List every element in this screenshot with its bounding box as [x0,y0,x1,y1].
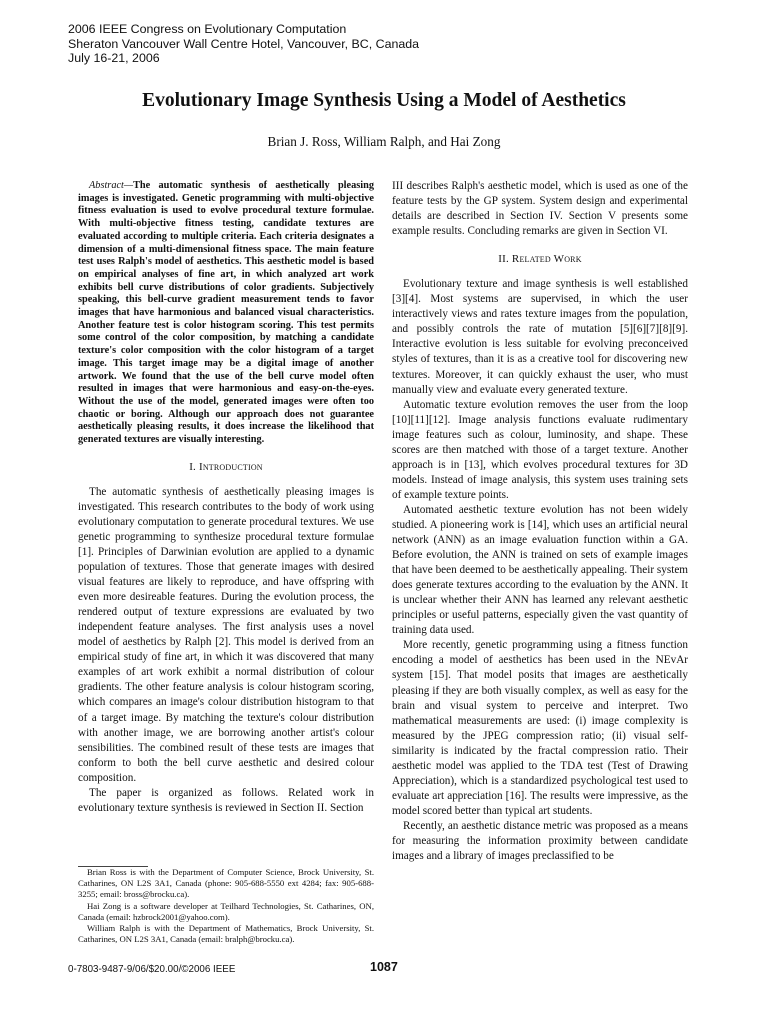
related-paragraph-2: Automatic texture evolution removes the user from the loop [10][11][12]. Image analysis functions evaluate rudimentary image features such as colour, luminosity, and shape. These scores are then matched with those of a target texture. Another approach is in [13], which evolves procedural textures for 3D models. Instead of image analysis, this system uses training sets of example texture points. [392,398,688,501]
author-footnotes [78,866,374,945]
section-heading-introduction: I. Introduction [189,460,263,473]
related-paragraph-5: Recently, an aesthetic distance metric was proposed as a means for measuring the information proximity between candidate images and a library of images preclassified to be [392,819,688,863]
conference-dates: July 16-21, 2006 [68,51,160,66]
related-paragraph-1: Evolutionary texture and image synthesis is well established [3][4]. Most systems are supervised, in which the user interactively views and rates texture images from the population, and possibly controls the rate of mutation [5][6][7][8][9]. Interactive evolution is less suitable for evolving preconceived styles of textures, than it is as a creative tool for discovering new textures. Moreover, it can quickly exhaust the user, who must manually view and evaluate every generated texture. [392,278,688,396]
footnote-ralph: William Ralph is with the Department of Mathematics, Brock University, St. Catharines, ON L2S 3A1, Canada (email: bralph@brocku.ca). [78,923,374,945]
intro-continuation: III describes Ralph's aesthetic model, which is used as one of the feature tests by the GP system. System design and experimental details are described in Section IV. Section V presents some example results. Concluding remarks are given in Section VI. [392,180,688,238]
conference-name: 2006 IEEE Congress on Evolutionary Computation [68,22,347,36]
related-paragraph-4: More recently, genetic programming using a fitness function encoding a model of aesthetics has been used in the NEvAr system [15]. That model posits that images are aesthetically pleasing if they are both visually complex, as well as easy for the brain and visual system to perceive and interpret. Two mathematical measurements are used: (i) image complexity is measured by the JPEG compression ratio; (ii) visual self-similarity is indicated by the fractal compression ratio. Their aesthetic model was applied to the TDA test (Test of Drawing Appreciation), which is a standardized psychological test used to evaluate art appreciation [16]. The results were impressive, as the model scored better than typical art students. [392,639,688,817]
abstract-text: The automatic synthesis of aesthetically pleasing images is investigated. Genetic programming with multi-objective fitness evaluation is used to evolve procedural texture formulae. With multi-objective fitness testing, candidate textures are evaluated according to multiple criteria. Each criteria designates a dimension of a multi-dimensional fitness space. The main feature test uses Ralph's model of aesthetics. This aesthetic model is based on empirical analyses of fine art, in which analyzed art work exhibits bell curve distributions of color gradients. Subjectively speaking, this bell-curve gradient measurement tends to favor images that have harmonious and balanced visual characteristics. Another feature test is color histogram scoring. This test permits some control of the color composition, by matching a candidate texture's color composition with the color histogram of a target image. This target image may be a digital image of another artwork. We found that the use of the bell curve model often resulted in images that were harmonious and easy-on-the-eyes. Without the use of the model, generated images were often too chaotic or boring. Although our approach does not guarantee aesthetically pleasing results, it does increase the likelihood that generated textures are visually interesting. [78,180,374,446]
page-number: 1087 [370,960,398,974]
intro-paragraph-1: The automatic synthesis of aesthetically pleasing images is investigated. This research contributes to the body of work using evolutionary computation to generate procedural textures. We use genetic programming to synthesize procedural texture formulae [1]. Principles of Darwinian evolution are applied to a dynamic population of textures. Those that generate images with desired visual features are likely to reproduce, and have offspring with even more desireable features. During the evolution process, the rendered output of texture expressions are evaluated by two independent feature analyses. The first analysis uses a novel model of aesthetics by Ralph [2]. This model is derived from an empirical study of fine art, in which it was discovered that many examples of art work exhibit a normal distribution of colour gradients. The other feature analysis is colour histogram scoring, which compares an image's colour distribution histogram to that of a target image. By matching the texture's colour distribution with another image, we are borrowing another artist's colour sensibilities. The combined result of these tests are images that conform to both the bell curve aesthetic and desired colour composition. [78,485,374,784]
abstract-lead: Abstract— [89,180,134,191]
paper-authors: Brian J. Ross, William Ralph, and Hai Zong [267,134,501,149]
footnote-ross: Brian Ross is with the Department of Computer Science, Brock University, St. Catharines, ON L2S 3A1, Canada (phone: 905-688-5550 ext 4284; fax: 905-688-3255; email: bross@brocku.ca). [78,867,374,900]
paper-title: Evolutionary Image Synthesis Using a Model of Aesthetics [142,90,626,111]
left-column [78,180,374,816]
intro-paragraph-2: The paper is organized as follows. Related work in evolutionary texture synthesis is reviewed in Section II. Section [78,786,374,814]
copyright-line: 0-7803-9487-9/06/$20.00/©2006 IEEE [68,964,236,975]
conference-venue: Sheraton Vancouver Wall Centre Hotel, Vancouver, BC, Canada [68,36,420,51]
right-column [392,179,688,864]
footnote-zong: Hai Zong is a software developer at Teilhard Technologies, St. Catharines, ON, Canada (email: hzbrock2001@yahoo.com). [78,900,374,922]
related-paragraph-3: Automated aesthetic texture evolution has not been widely studied. A pioneering work is [14], which uses an artificial neural network (ANN) as an image evaluation function within a GA. Before evolution, the ANN is trained on sets of example images that have been deemed to be aesthetically appealing. Their system does generate textures according to the evaluation by the ANN. It is unclear whether their ANN has learned any relevant aesthetic principles or useful patterns, especially given the vast quantity of training data used. [392,503,688,637]
conference-header [68,22,419,66]
section-heading-related-work: II. Related Work [498,253,582,266]
abstract [78,180,374,447]
